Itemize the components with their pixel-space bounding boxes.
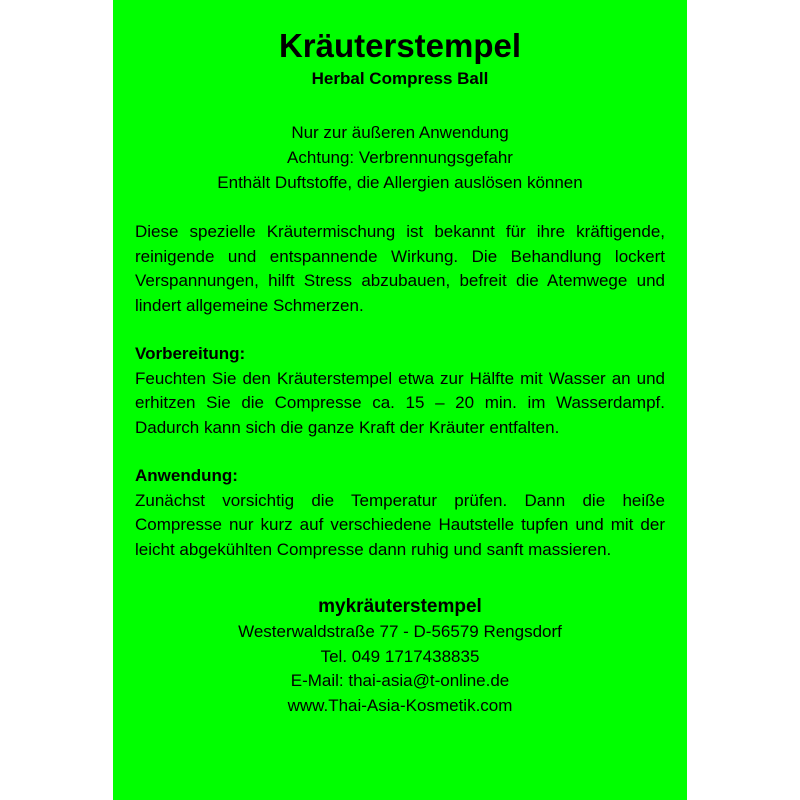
preparation-text: Feuchten Sie den Kräuterstempel etwa zur Hälfte mit Wasser an und erhitzen Sie die Compresse ca. 15 – 20 min. im Wasserdampf. Dadurch kann sich die ganze Kraft der Kräuter entfalten.: [135, 368, 665, 437]
address-line: Westerwaldstraße 77 - D-56579 Rengsdorf: [238, 622, 562, 641]
warning-burn-hazard: Achtung: Verbrennungsgefahr: [287, 148, 513, 167]
preparation-section: [135, 342, 665, 440]
intro-paragraph: Diese spezielle Kräutermischung ist bekannt für ihre kräftigende, reinigende und entspannende Wirkung. Die Behandlung lockert Verspannungen, hilft Stress abzubauen, befreit die Atemwege und lindert allgemeine Schmerzen.: [135, 222, 665, 315]
product-label: [113, 0, 687, 800]
product-subtitle: Herbal Compress Ball: [311, 69, 489, 88]
contact-footer: [135, 594, 665, 718]
application-heading: Anwendung:: [135, 466, 238, 485]
application-text: Zunächst vorsichtig die Temperatur prüfen. Dann die heiße Compresse nur kurz auf verschiedene Hautstelle tupfen und mit der leicht abgekühlten Compresse dann ruhig und sanft massieren.: [135, 490, 665, 559]
brand-name: mykräuterstempel: [318, 596, 482, 617]
website-line: www.Thai-Asia-Kosmetik.com: [287, 695, 513, 715]
preparation-heading: Vorbereitung:: [135, 344, 246, 363]
phone-line: Tel. 049 1717438835: [320, 646, 480, 666]
email-line: E-Mail: thai-asia@t-online.de: [290, 671, 510, 690]
warning-allergens: Enthält Duftstoffe, die Allergien auslösen können: [217, 173, 583, 192]
warnings-block: [135, 120, 665, 195]
application-section: [135, 464, 665, 562]
product-title: Kräuterstempel: [278, 27, 522, 64]
warning-external-use: Nur zur äußeren Anwendung: [291, 123, 509, 142]
